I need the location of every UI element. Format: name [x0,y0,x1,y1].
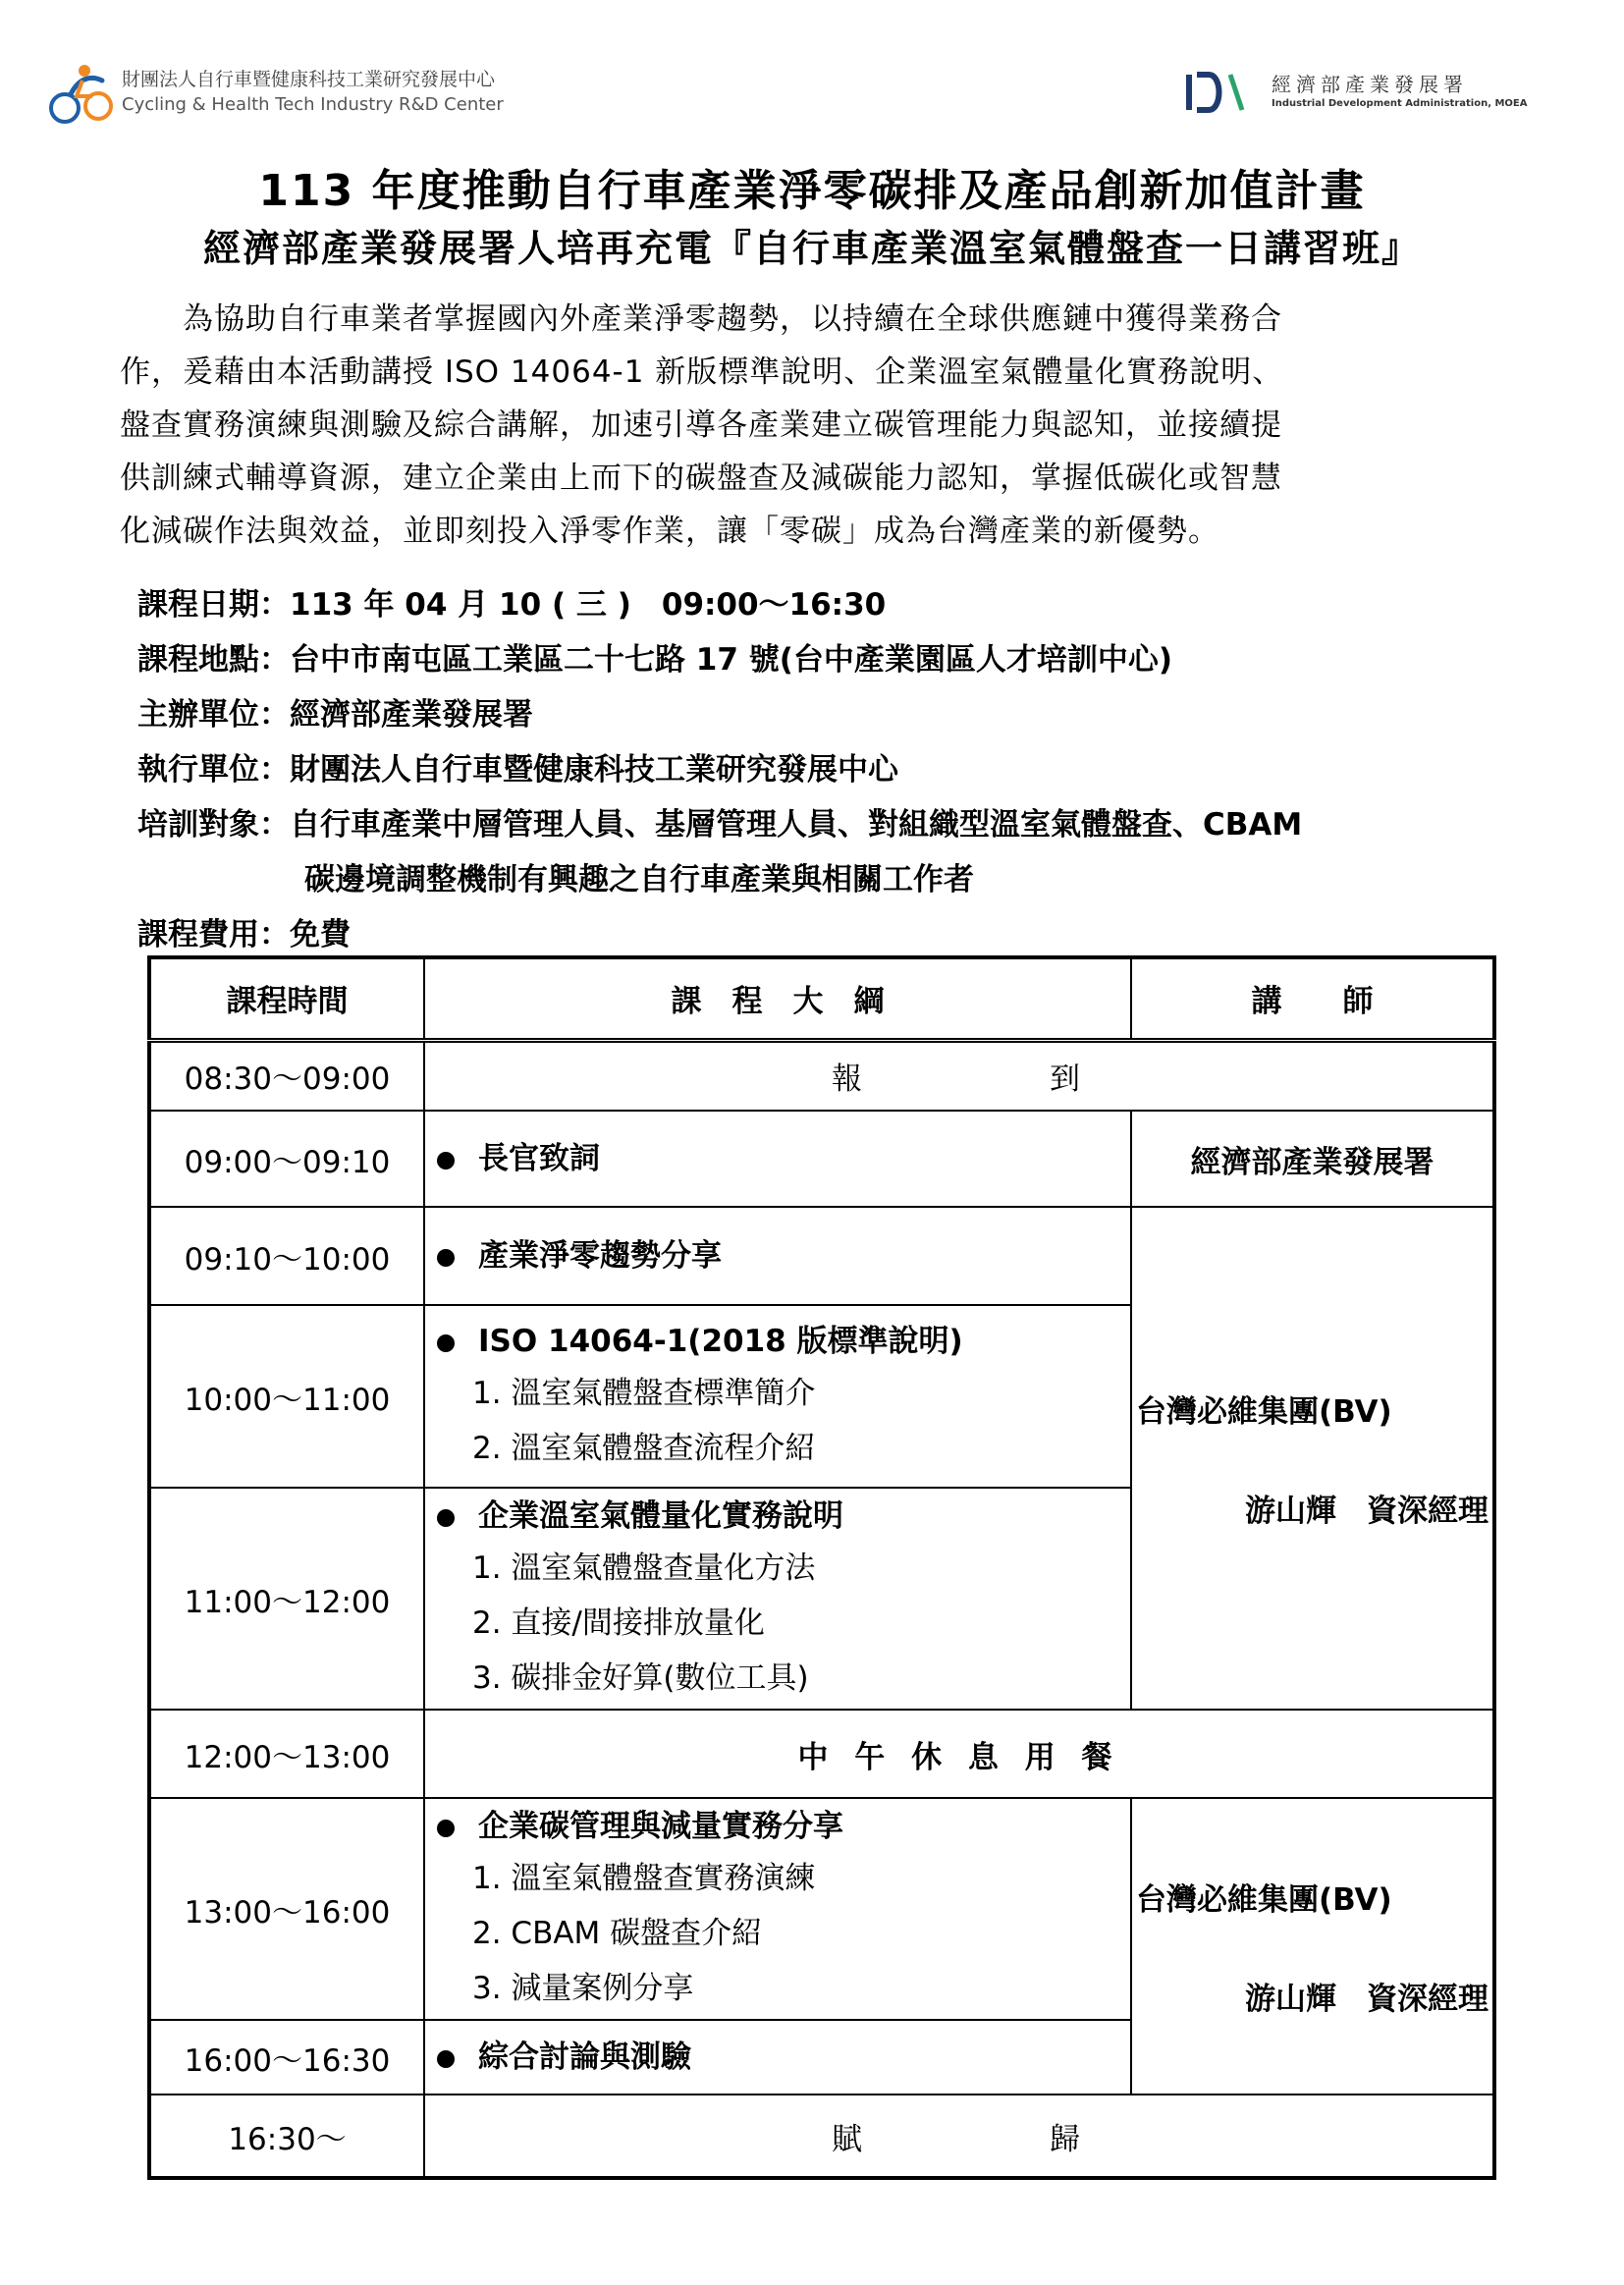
bullet-icon [437,1820,455,1837]
course-target-cont: 碳邊境調整機制有興趣之自行車產業與相關工作者 [304,862,974,898]
lecturer-person: 游山輝 資深經理 [1245,1494,1489,1529]
bullet-icon [437,1334,455,1352]
lecturer-cell [1131,1798,1494,2095]
dismissal-cell: 賦 歸 [424,2095,1494,2178]
bullet-icon [437,2050,455,2068]
ministry-name-zh: 經濟部產業發展署 [1272,73,1468,96]
time-cell: 13:00～16:00 [149,1798,424,2020]
lecturer-cell [1131,1207,1494,1710]
topic-title: 長官致詞 [478,1141,600,1176]
topic-cell [424,1207,1131,1305]
bullet-icon [437,1249,455,1267]
time-cell: 08:30～09:00 [149,1040,424,1111]
time-cell: 11:00～12:00 [149,1488,424,1710]
page-subtitle: 經濟部產業發展署人培再充電『自行車產業溫室氣體盤查一日講習班』 [202,227,1421,270]
table-row [149,2095,1494,2178]
lunch-cell: 中 午 休 息 用 餐 [424,1710,1494,1798]
ministry-name-en: Industrial Development Administration, MOEA [1272,98,1528,109]
topic-title: 企業溫室氣體量化實務說明 [478,1498,843,1534]
time-cell: 09:10～10:00 [149,1207,424,1305]
course-target: 培訓對象：自行車產業中層管理人員、基層管理人員、對組織型溫室氣體盤查、CBAM [137,807,1303,843]
topic-title: 產業淨零趨勢分享 [478,1238,722,1274]
topic-title: 企業碳管理與減量實務分享 [478,1809,843,1844]
course-organizer: 主辦單位：經濟部產業發展署 [137,697,533,733]
time-cell: 09:00～09:10 [149,1111,424,1207]
page-title: 113 年度推動自行車產業淨零碳排及產品創新加值計畫 [258,166,1366,216]
bullet-icon [437,1152,455,1170]
lecturer-person: 游山輝 資深經理 [1245,1982,1489,2017]
topic-cell [424,2020,1131,2095]
topic-item: 2. 溫室氣體盤查流程介紹 [472,1431,816,1466]
topic-item: 1. 溫室氣體盤查實務演練 [472,1861,816,1896]
intro-line: 作，爰藉由本活動講授 ISO 14064-1 新版標準說明、企業溫室氣體量化實務說明、 [120,354,1284,390]
cycling-center-logo-icon [43,57,122,136]
time-cell: 12:00～13:00 [149,1710,424,1798]
topic-title: 綜合討論與測驗 [478,2040,691,2075]
table-row [149,1798,1494,2020]
table-row [149,1111,1494,1207]
registration-cell: 報 到 [424,1040,1494,1111]
course-date: 課程日期：113 年 04 月 10 ( 三 ) 09:00～16:30 [137,587,887,623]
table-row [149,1040,1494,1111]
center-name-en: Cycling & Health Tech Industry R&D Center [122,94,504,115]
intro-line: 為協助自行車業者掌握國內外產業淨零趨勢，以持續在全球供應鏈中獲得業務合 [120,301,1282,337]
course-fee: 課程費用：免費 [137,917,351,952]
lecturer-cell: 經濟部產業發展署 [1131,1111,1494,1207]
center-name-zh: 財團法人自行車暨健康科技工業研究發展中心 [122,69,496,90]
topic-item: 1. 溫室氣體盤查量化方法 [472,1551,816,1586]
time-cell: 10:00～11:00 [149,1305,424,1488]
course-executor: 執行單位：財團法人自行車暨健康科技工業研究發展中心 [137,752,898,788]
time-cell: 16:00～16:30 [149,2020,424,2095]
schedule-table [147,955,1492,2176]
intro-line: 盤查實務演練與測驗及綜合講解，加速引導各產業建立碳管理能力與認知，並接續提 [120,408,1282,443]
topic-cell [424,1798,1131,2020]
header-outline: 課 程 大 綱 [424,957,1131,1040]
course-info [137,577,1512,962]
table-row [149,1207,1494,1305]
intro-line: 供訓練式輔導資源，建立企業由上而下的碳盤查及減碳能力認知，掌握低碳化或智慧 [120,461,1282,496]
lecturer-org: 台灣必維集團(BV) [1136,1882,1392,1918]
topic-item: 2. CBAM 碳盤查介紹 [472,1916,763,1951]
topic-item: 3. 減量案例分享 [472,1971,694,2006]
topic-item: 2. 直接/間接排放量化 [472,1605,765,1641]
topic-cell [424,1111,1131,1207]
ida-logo-icon [1183,71,1252,114]
header-time: 課程時間 [149,957,424,1040]
topic-item: 3. 碳排金好算(數位工具) [472,1660,809,1696]
intro-line: 化減碳作法與效益，並即刻投入淨零作業，讓「零碳」成為台灣產業的新優勢。 [120,514,1219,549]
time-cell: 16:30～ [149,2095,424,2178]
lecturer-org: 台灣必維集團(BV) [1136,1394,1392,1430]
course-venue: 課程地點：台中市南屯區工業區二十七路 17 號(台中產業園區人才培訓中心) [137,642,1173,678]
table-header-row [149,957,1494,1040]
topic-item: 1. 溫室氣體盤查標準簡介 [472,1376,816,1411]
intro-paragraph [120,293,1534,558]
center-header [43,57,504,136]
topic-title: ISO 14064-1(2018 版標準說明) [478,1324,963,1359]
header-lecturer: 講 師 [1131,957,1494,1040]
table-row [149,1710,1494,1798]
topic-cell [424,1305,1131,1488]
bullet-icon [437,1509,455,1527]
topic-cell [424,1488,1131,1710]
ministry-header [1183,69,1596,120]
